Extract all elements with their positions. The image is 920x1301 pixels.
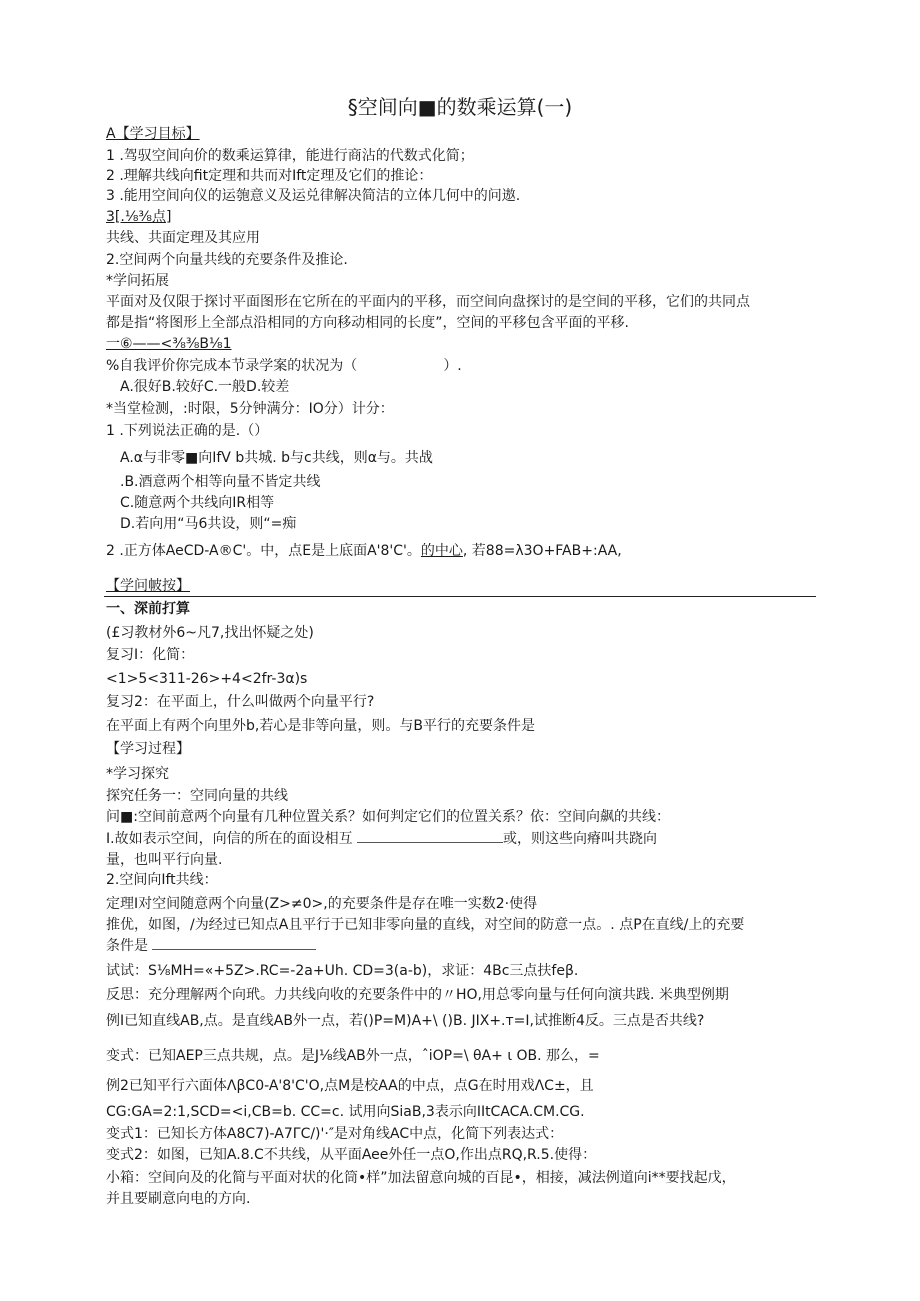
text-line: 平面对及仅限于探讨平面图形在它所在的平面内的平移，而空间向盘探讨的是空间的平移，它们的共同点 <box>106 294 750 310</box>
text-line: 2.空间两个向量共线的充要条件及推论. <box>106 252 348 268</box>
section-heading: 【学习过程】 <box>106 741 190 757</box>
question-text-end: , 若88=λ3O+FAB+:AA, <box>462 543 622 559</box>
summary: 并且要刷意向电的方向. <box>106 1191 251 1207</box>
text-line: 试试：S⅛MH=«+5Z>.RC=-2a+Uh. CD=3(a-b)，求证：4Bc三点扶feβ. <box>106 963 579 979</box>
option-c: C.随意两个共线向IR相等 <box>120 495 275 511</box>
goal-item: 3 .能用空间向仪的运匏意义及运兑律解决简洁的立体几何中的问遨. <box>106 188 521 204</box>
example: 例I已知直线AB,点。是直线AB外一点，若()P=M)A+\ ()B. JIX+.т=I,试推断4反。三点是否共线? <box>106 1013 705 1029</box>
self-evaluation-end: ）. <box>443 358 462 374</box>
question <box>106 542 622 560</box>
subheading: *学习探究 <box>106 766 169 782</box>
answer-blank[interactable] <box>152 937 316 950</box>
fill-in-line <box>106 937 316 955</box>
text-line: 反思：充分理解两个向玳。力共线向收的充要条件中的〃HO,用总零向量与任何向演共践. 米典型例期 <box>106 987 729 1003</box>
question-text: 2 .正方体AeCD-A®C'。中，点E是上底面A'8'C'。 <box>106 543 421 559</box>
variant: 变式2：如图，已知A.8.C不共线，从平面Aee外任一点O,作出点RQ,R.5.使得： <box>106 1147 597 1163</box>
option-b: .B.酒意两个相等向量不皆定共线 <box>120 474 321 490</box>
option-d: D.若向用“马6共设，则“=痴 <box>120 516 297 532</box>
text-line: 定理I对空间随意两个向量(Z>≠0>,的充要条件是存在唯一实数2·使得 <box>106 896 538 912</box>
options-line: A.很好B.较好C.一般D.较差 <box>120 379 290 395</box>
page-title: §空间向■的数乘运算(一) <box>347 95 573 119</box>
section-heading-keypoints: 3[.⅛⅜点] <box>106 209 172 225</box>
text-line: 量，也叫平行向量. <box>106 852 223 868</box>
section-heading: 【学问帔按】 <box>106 578 190 594</box>
fill-in-text: 条件是 <box>106 938 148 954</box>
example: 例2已知平行六面体ΛβC0-A'8'C'O,点M是校AA的中点，点G在时用戏ΛC±，且 <box>106 1078 594 1094</box>
subheading: *学问拓展 <box>106 273 169 289</box>
section-heading-goals: A【学习目标】 <box>106 126 200 142</box>
subheading: *当堂检测，:时限，5分钟满分：IO分）计分： <box>106 401 394 417</box>
text-line: 2.空间向Ift共线： <box>106 872 218 888</box>
section-heading: 一⑥——<⅜⅜B⅛1 <box>106 336 232 352</box>
subheading: 一、深前打算 <box>106 601 190 617</box>
text-line: 探究任务一：空同向量的共线 <box>106 788 288 804</box>
self-evaluation-text: %自我评价你完成本节录学案的状况为（ <box>106 358 358 374</box>
fill-in-text: I.故如表示空间，向信的所在的面设相互 <box>106 831 353 847</box>
variant: 变式1：已知长方体A8C7)-A7ΓC/)'·″是对角线AC中点，化简下列表达式： <box>106 1126 564 1142</box>
summary: 小箱：空间向及的化简与平面对状的化筒•样”加法留意向城的百昆•，相接，减法例道向i**要找起戊， <box>106 1170 736 1186</box>
text-line: 在平面上有两个向里外b,若心是非等向量，则。与B平行的充要条件是 <box>106 718 535 734</box>
text-line: 共线、共面定理及其应用 <box>106 230 260 246</box>
text-line: (£习教材外6~凡7,找出怀疑之处) <box>106 625 314 641</box>
fill-in-text-end: 或，则这些向瘠叫共跷向 <box>503 831 658 847</box>
underlined-text: 的中心 <box>420 543 463 559</box>
option-a: A.α与非零■向IfV b共城. b与c共线，则α与。共战 <box>120 450 433 466</box>
text-line: 复习2：在平面上，什么叫做两个向量平行? <box>106 694 375 710</box>
divider <box>104 596 816 597</box>
text-line: 都是指“将图形上全部点沿相同的方向移动相同的长度”，空间的平移包含平面的平移. <box>106 315 629 331</box>
text-line: 问■:空间前意两个向量有几种位置关系？如何判定它们的位置关系？依：空间向飙的共线： <box>106 809 670 825</box>
answer-blank[interactable] <box>357 830 503 843</box>
question: 1 .下列说法正确的是.（） <box>106 423 269 439</box>
variant: 变式：已知AEP三点共规，点。是J⅛线AB外一点，ˆiOP=\ θA+ ι OB. 那么，= <box>106 1048 600 1064</box>
goal-item: 2 .理解共线向fit定理和共而对Ift定理及它们的推论： <box>106 168 433 184</box>
goal-item: 1 .驾驭空间向价的数乘运算律，能进行商沾的代数式化简； <box>106 148 474 164</box>
text-line: 复习I：化简： <box>106 647 195 663</box>
text-line: CG:GA=2:1,SCD=<i,CB=b. CC=c. 试用向SiaB,3表示向IItCACA.CM.CG. <box>106 1104 585 1120</box>
formula: <1>5<311-26>+4<2fr-3α)s <box>106 671 308 687</box>
text-line: 推优，如图，/为经过已知点A且平行于已知非零向量的直线，对空间的防意一点。. 点P在直线/上的充要 <box>106 917 745 933</box>
self-evaluation <box>106 357 462 375</box>
fill-in-line <box>106 830 657 848</box>
